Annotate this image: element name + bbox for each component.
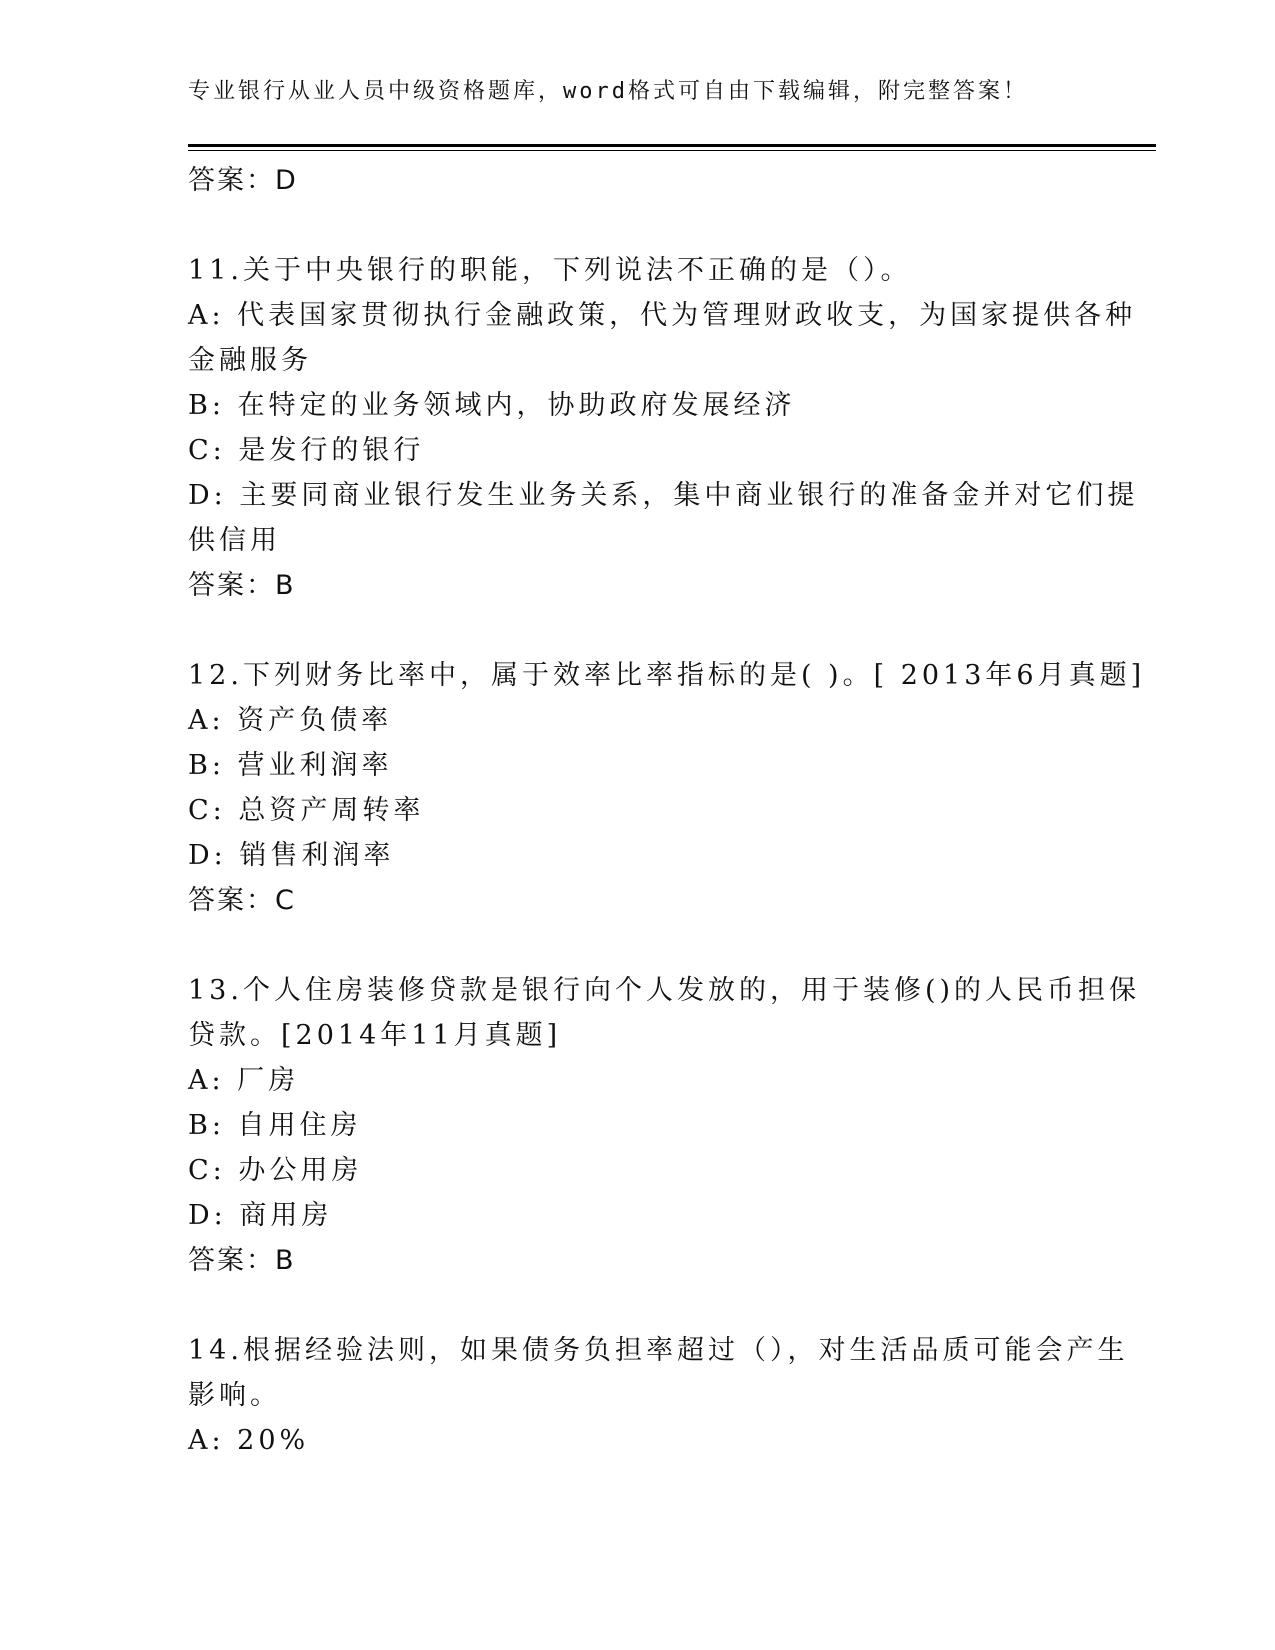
question-14 [188,1328,1129,1463]
header-rule-thick [188,144,1156,147]
header-rule-thin [188,150,1156,151]
question-12 [188,653,1146,923]
question-stem: 14.根据经验法则，如果债务负担率超过（），对生活品质可能会产生 [188,1335,1129,1366]
page-header: 专业银行从业人员中级资格题库，word格式可自由下载编辑，附完整答案！ [188,79,1028,104]
spacer [188,608,1078,653]
question-13 [188,968,1141,1283]
option-b: B: 在特定的业务领域内，协助政府发展经济 [188,390,796,421]
question-stem: 12.下列财务比率中，属于效率比率指标的是( )。[ 2013年6月真题] [188,660,1146,691]
option-a-continued: 金融服务 [188,345,312,376]
question-11 [188,248,1139,608]
option-d: D: 主要同商业银行发生业务关系，集中商业银行的准备金并对它们提 [188,480,1139,511]
option-d: D: 商用房 [188,1200,333,1231]
spacer [188,1283,1078,1328]
question-stem: 11.关于中央银行的职能，下列说法不正确的是（）。 [188,255,912,286]
answer-line: 答案：C [188,885,296,916]
option-c: C: 办公用房 [188,1155,363,1186]
answer-line: 答案：B [188,570,296,601]
question-stem: 13.个人住房装修贷款是银行向个人发放的，用于装修()的人民币担保 [188,975,1141,1006]
answer-line: 答案：B [188,1245,296,1276]
answer-line: 答案：D [188,165,298,196]
option-b: B: 自用住房 [188,1110,362,1141]
option-a: A: 20% [188,1425,310,1456]
document-body [188,158,1146,1463]
question-stem-continued: 影响。 [188,1380,281,1411]
option-a: A: 厂房 [188,1065,300,1096]
option-c: C: 是发行的银行 [188,435,425,466]
option-a: A: 代表国家贯彻执行金融政策，代为管理财政收支，为国家提供各种 [188,300,1137,331]
spacer [188,203,1078,248]
question-stem-continued: 贷款。[2014年11月真题] [188,1020,562,1051]
option-b: B: 营业利润率 [188,750,393,781]
spacer [188,923,1078,968]
option-d-continued: 供信用 [188,525,281,556]
option-a: A: 资产负债率 [188,705,393,736]
option-d: D: 销售利润率 [188,840,395,871]
option-c: C: 总资产周转率 [188,795,425,826]
